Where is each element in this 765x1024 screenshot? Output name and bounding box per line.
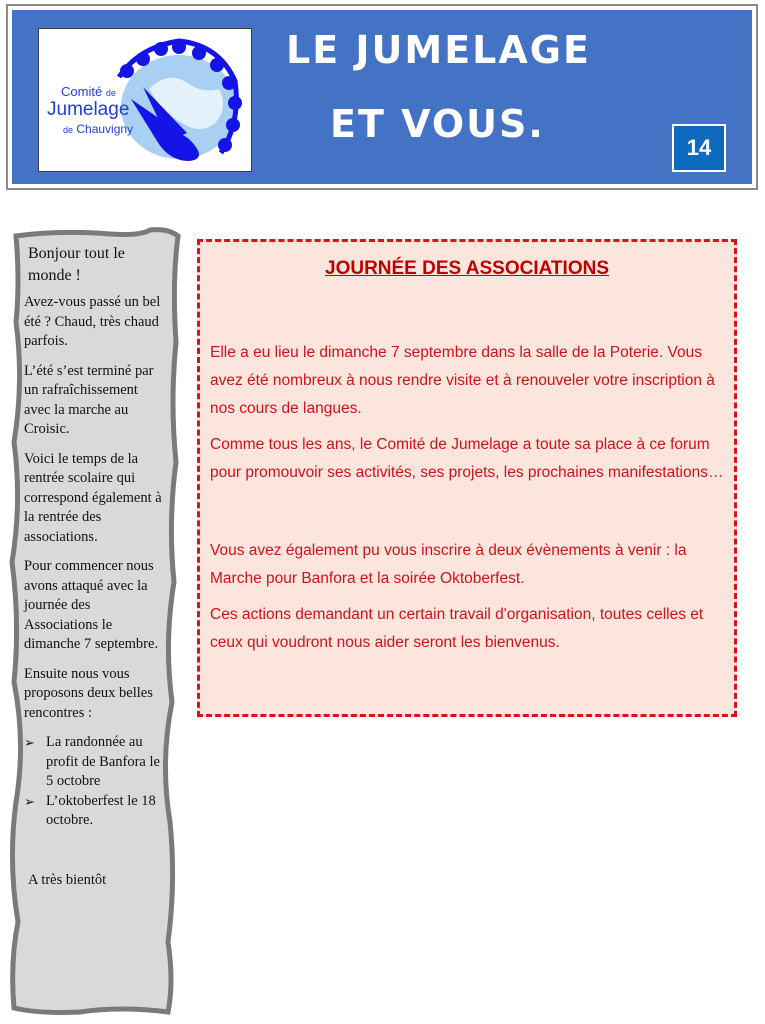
newsletter-title-line1: LE JUMELAGE (286, 28, 591, 72)
issue-number-badge: 14 (672, 124, 726, 172)
newsletter-title-line2: ET VOUS. (330, 102, 545, 146)
sidebar-paragraph: Pour commencer nous avons attaqué avec la journée des Associations le dimanche 7 septembre. (24, 558, 159, 652)
sidebar-paragraph: Avez-vous passé un bel été ? Chaud, très chaud parfois. (24, 294, 161, 349)
article-body (210, 339, 724, 665)
newsletter-header (6, 4, 758, 190)
sidebar-welcome-note (24, 243, 164, 900)
article-title: JOURNÉE DES ASSOCIATIONS (325, 258, 609, 279)
events-list (24, 733, 164, 831)
committee-logo (38, 28, 252, 172)
sidebar-closing: A très bientôt (28, 871, 107, 888)
article-box (197, 239, 737, 717)
sidebar-paragraph: L’été s’est terminé par un rafraîchissement avec la marche au Croisic. (24, 362, 154, 437)
header-banner (12, 10, 752, 184)
sidebar-paragraph: Voici le temps de la rentrée scolaire qui correspond également à la rentrée des associations. (24, 450, 162, 545)
list-item: ➢ La randonnée au profit de Banfora le 5 octobre (24, 734, 160, 789)
sidebar-paragraph: Ensuite nous vous proposons deux belles rencontres : (24, 665, 153, 721)
list-item: ➢ L’oktoberfest le 18 octobre. (24, 792, 156, 828)
article-paragraph: Vous avez également pu vous inscrire à deux évènements à venir : la Marche pour Banfora et la soirée Oktoberfest. (210, 542, 687, 587)
article-paragraph: Comme tous les ans, le Comité de Jumelage a toute sa place à ce forum pour promouvoir ses activités, ses projets, les prochaines manifestations… (210, 436, 724, 481)
article-paragraph: Elle a eu lieu le dimanche 7 septembre dans la salle de la Poterie. Vous avez été nombreux à nous rendre visite et à renouveler votre inscription à nos cours de langues. (210, 344, 715, 417)
sidebar-greeting: Bonjour tout le monde ! (28, 245, 125, 284)
article-paragraph: Ces actions demandant un certain travail d'organisation, toutes celles et ceux qui voudront nous aider seront les bienvenus. (210, 606, 704, 651)
logo-text: Comité de Jumelage de Chauvigny (47, 84, 134, 136)
arrow-bullet-icon: ➢ (24, 793, 35, 809)
arrow-bullet-icon: ➢ (24, 735, 35, 750)
